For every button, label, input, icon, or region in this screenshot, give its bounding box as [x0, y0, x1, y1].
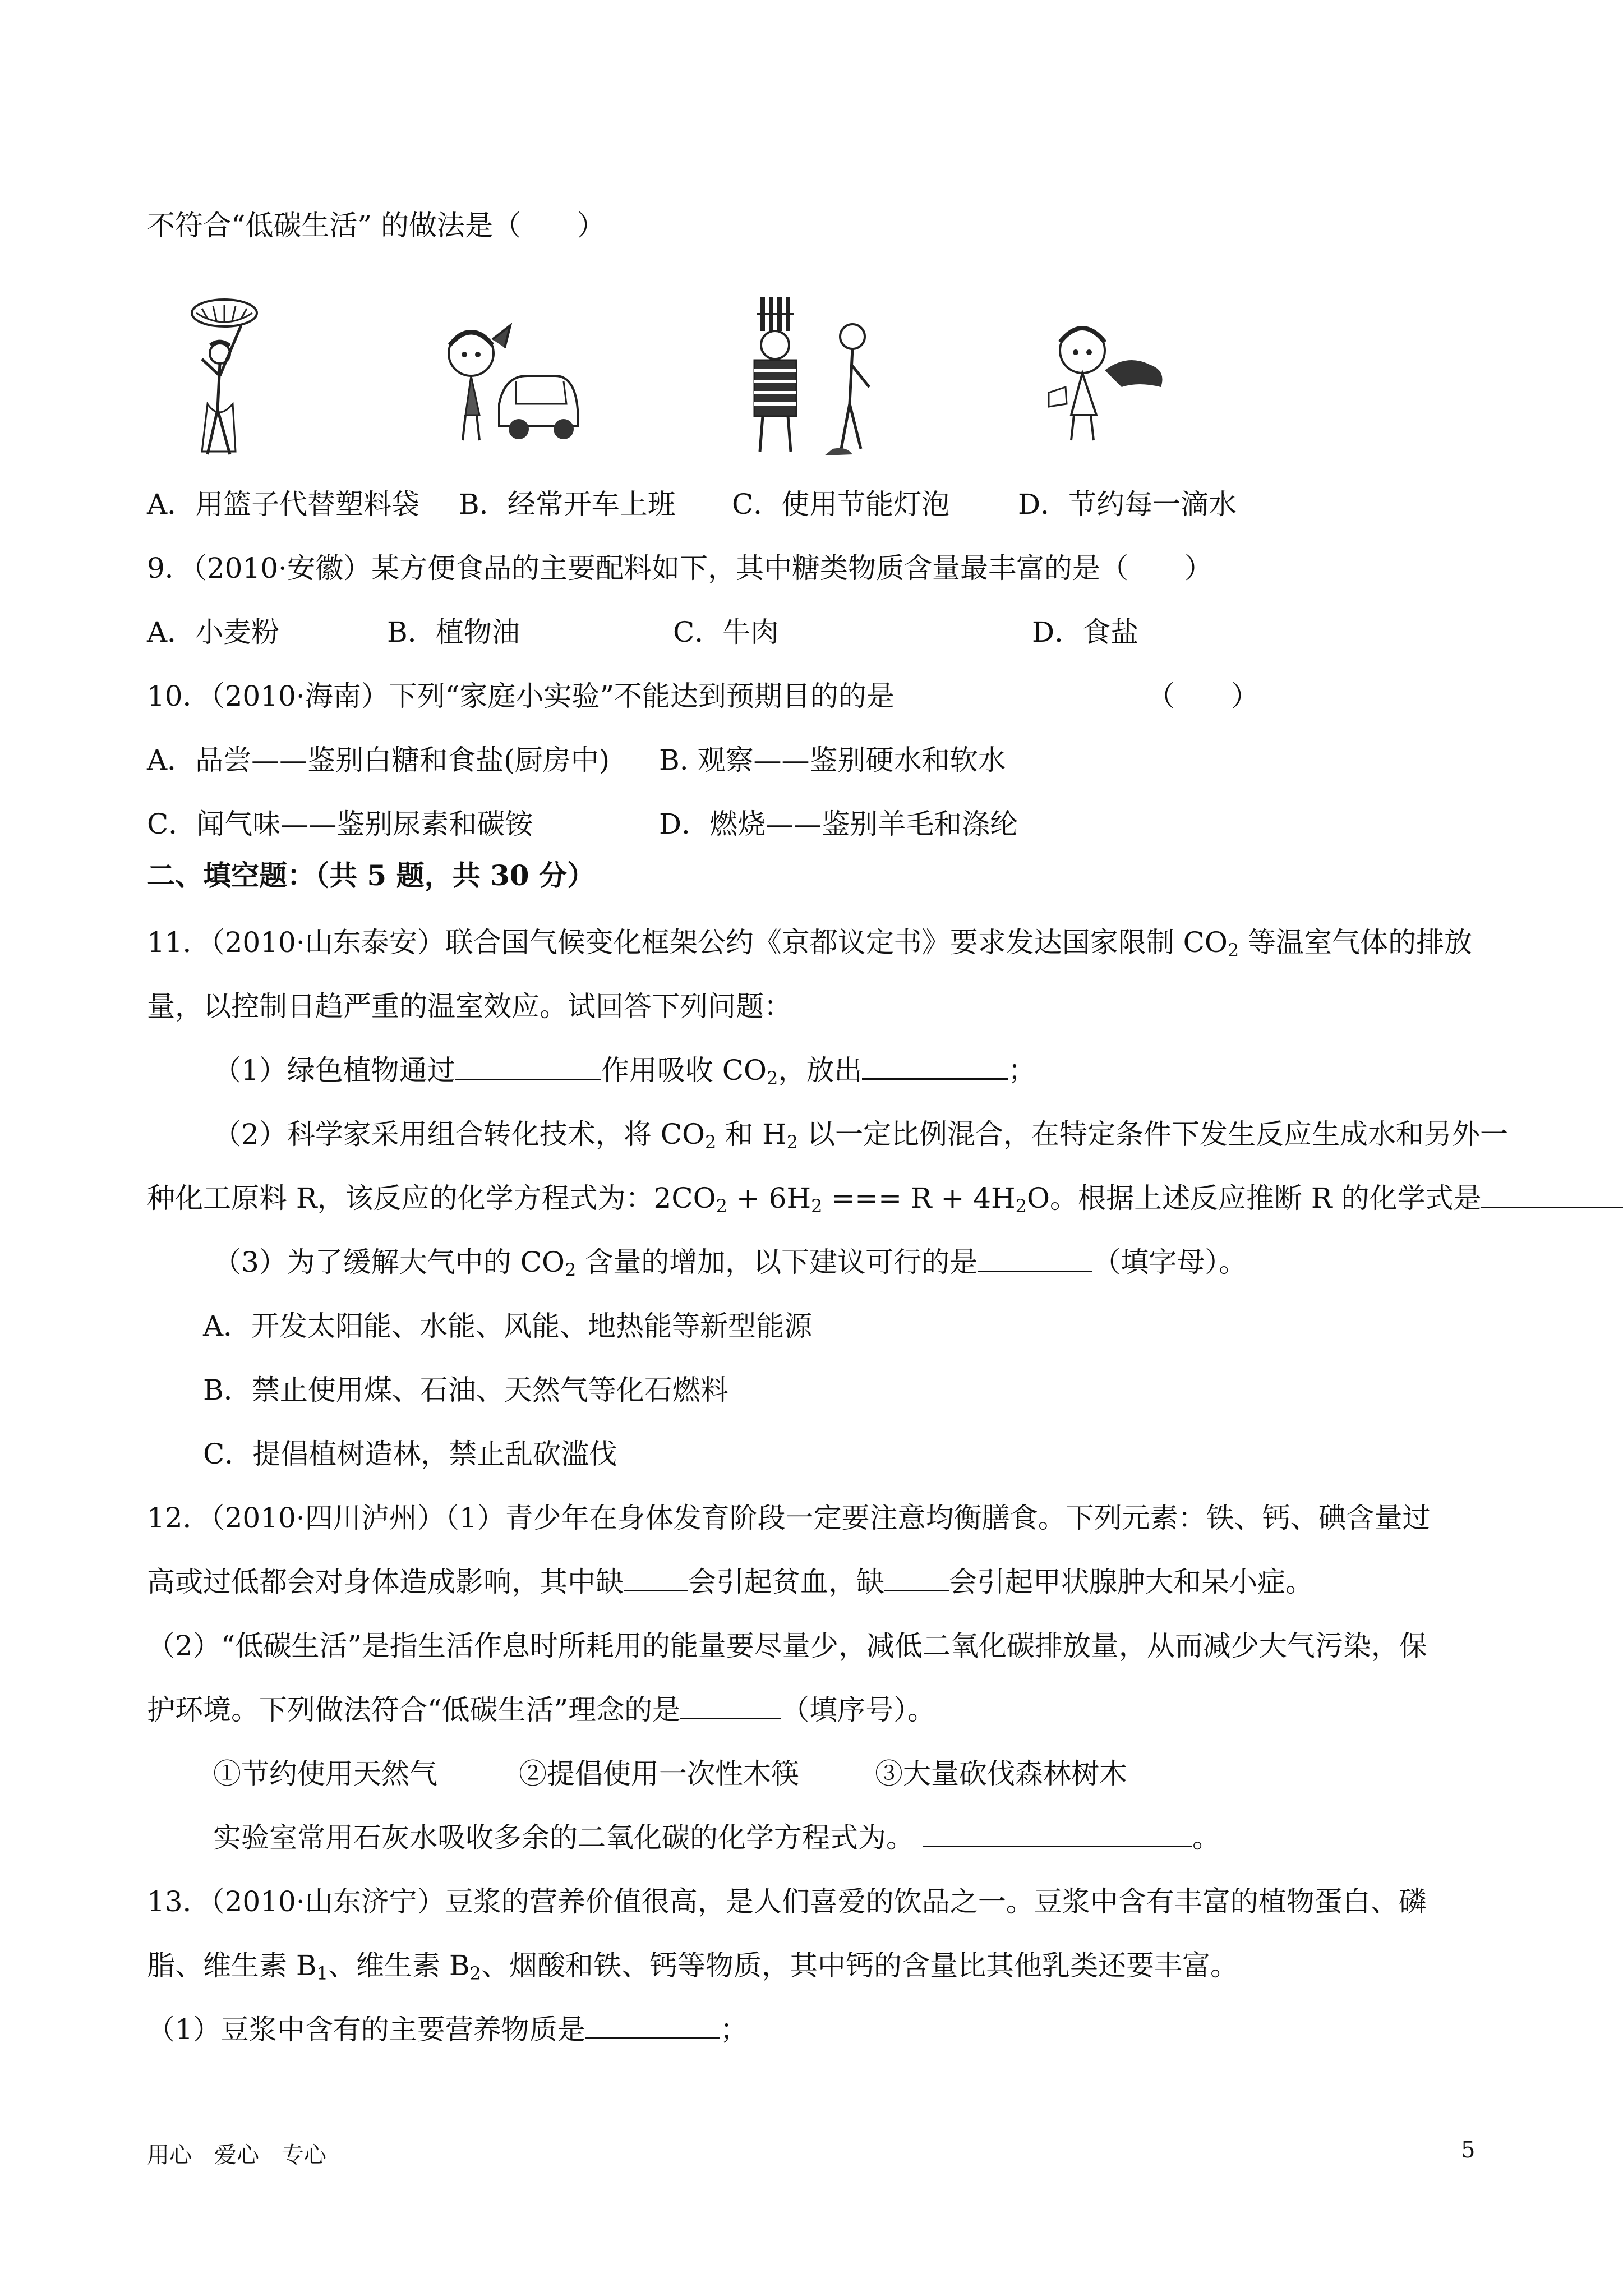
- q10-option-a: A．品尝——鉴别白糖和食盐(厨房中): [147, 744, 610, 776]
- q10-option-d: D．燃烧——鉴别羊毛和涤纶: [659, 808, 1018, 840]
- q12-choice-1: ①节约使用天然气: [213, 1757, 437, 1790]
- subscript: 2: [716, 1195, 727, 1217]
- answer-blank[interactable]: [585, 2015, 720, 2039]
- answer-blank[interactable]: [862, 1056, 1008, 1080]
- subscript: 2: [786, 1131, 799, 1153]
- q11-equation-text-b: + 6H: [727, 1182, 811, 1214]
- answer-blank[interactable]: [680, 1696, 781, 1719]
- q10-stem: 10．（2010·海南）下列“家庭小实验”不能达到预期目的的是: [147, 680, 895, 712]
- q10-option-b: B. 观察——鉴别硬水和软水: [659, 744, 1006, 776]
- q12-line4-text-b: （填序号）。: [781, 1694, 936, 1726]
- q13-line2-text-a: 脂、维生素 B: [147, 1949, 317, 1982]
- q9-option-a: A．小麦粉: [147, 616, 280, 648]
- q11-part2-text-c: 以一定比例混合，在特定条件下发生反应生成水和另外一: [798, 1118, 1508, 1151]
- q11-equation-text-c: === R + 4H: [822, 1182, 1016, 1214]
- q11-part1-text-a: （1）绿色植物通过: [213, 1054, 455, 1087]
- subscript: 2: [564, 1259, 577, 1281]
- q11-part3-text-a: （3）为了缓解大气中的 CO: [213, 1246, 565, 1278]
- q11-stem-line2: 量，以控制日趋严重的温室效应。试回答下列问题：: [147, 990, 792, 1023]
- q12-choice-3: ③大量砍伐森林树木: [875, 1757, 1127, 1790]
- q11-option-b: B．禁止使用煤、石油、天然气等化石燃料: [203, 1374, 728, 1406]
- q12-line3: （2）“低碳生活”是指生活作息时所耗用的能量要尽量少，减低二氧化碳排放量，从而减少大气污染，保: [147, 1630, 1427, 1662]
- water-illustration: [1026, 309, 1172, 449]
- q12-line4-text-a: 护环境。下列做法符合“低碳生活”理念的是: [147, 1694, 681, 1726]
- q13-line2: [147, 1949, 1238, 1990]
- q11-part2-text-b: 和 H: [716, 1118, 787, 1151]
- q11-option-c: C．提倡植树造林，禁止乱砍滥伐: [203, 1438, 617, 1470]
- q11-stem-line1: [147, 926, 1472, 967]
- q11-stem-text-b: 等温室气体的排放: [1239, 926, 1473, 959]
- q11-part1-text-c: ，放出: [778, 1054, 863, 1087]
- q10-answer-paren: （ ）: [1147, 680, 1259, 712]
- q8-option-b: B．经常开车上班: [459, 488, 676, 521]
- subscript: 2: [811, 1195, 823, 1217]
- q13-line2-text-b: 、维生素 B: [328, 1949, 470, 1982]
- bulb-illustration: [740, 292, 897, 460]
- q12-line2-text-c: 会引起甲状腺肿大和呆小症。: [949, 1566, 1313, 1598]
- q9-option-b: B．植物油: [387, 616, 520, 648]
- q10-option-c: C．闻气味——鉴别尿素和碳铵: [147, 808, 533, 840]
- q11-equation-text-a: 种化工原料 R，该反应的化学方程式为：2CO: [147, 1182, 716, 1214]
- page-number: 5: [1461, 2137, 1476, 2163]
- q8-option-a: A．用篮子代替塑料袋: [147, 488, 420, 521]
- q11-part1-text-b: 作用吸收 CO: [601, 1054, 767, 1087]
- q8-stem: 不符合“低碳生活” 的做法是（ ）: [147, 209, 606, 242]
- q13-line3-text: （1）豆浆中含有的主要营养物质是: [147, 2013, 585, 2046]
- q11-part3-text-c: （填字母）。: [1092, 1246, 1247, 1278]
- answer-blank[interactable]: [1481, 1184, 1623, 1208]
- q12-line1: 12．（2010·四川泸州）（1）青少年在身体发育阶段一定要注意均衡膳食。下列元素：铁、钙、碘含量过: [147, 1502, 1431, 1534]
- subscript: 2: [1015, 1195, 1027, 1217]
- q8-option-d: D．节约每一滴水: [1018, 488, 1237, 521]
- q12-line2: [147, 1565, 1313, 1599]
- q11-part3-text-b: 含量的增加，以下建议可行的是: [576, 1246, 978, 1278]
- footer-motto: 用心 爱心 专心: [147, 2142, 326, 2168]
- q11-part2-text-a: （2）科学家采用组合转化技术，将 CO: [213, 1118, 705, 1151]
- q11-part2-line1: [213, 1117, 1508, 1159]
- q13-line1: 13．（2010·山东济宁）豆浆的营养价值很高，是人们喜爱的饮品之一。豆浆中含有丰富的植物蛋白、磷: [147, 1885, 1427, 1918]
- q12-line6-end: 。: [1192, 1821, 1220, 1854]
- answer-blank[interactable]: [978, 1248, 1092, 1272]
- q13-line3-end: ；: [720, 2013, 748, 2046]
- subscript: 1: [316, 1963, 328, 1984]
- q11-part1: [213, 1053, 1036, 1095]
- q12-line6: [213, 1821, 1220, 1855]
- q11-stem-text-a: 11．（2010·山东泰安）联合国气候变化框架公约《京都议定书》要求发达国家限制 CO: [147, 926, 1228, 959]
- q9-stem: 9．（2010·安徽）某方便食品的主要配料如下，其中糖类物质含量最丰富的是（ ）: [147, 552, 1212, 585]
- answer-blank[interactable]: [455, 1056, 601, 1080]
- q11-equation-text-d: O。根据上述反应推断 R 的化学式是: [1027, 1182, 1482, 1214]
- q9-option-d: D．食盐: [1032, 616, 1139, 648]
- section-title: 二、填空题：（共 5 题，共 30 分）: [147, 859, 595, 892]
- subscript: 2: [704, 1131, 717, 1153]
- answer-blank[interactable]: [624, 1567, 688, 1591]
- q8-option-c: C．使用节能灯泡: [732, 488, 950, 521]
- q13-line2-text-c: 、烟酸和铁、钙等物质，其中钙的含量比其他乳类还要丰富。: [481, 1949, 1238, 1982]
- answer-blank[interactable]: [923, 1823, 1192, 1847]
- q11-part1-end: ；: [1008, 1054, 1036, 1087]
- q13-line3: [147, 2013, 748, 2046]
- q12-line2-text-a: 高或过低都会对身体造成影响，其中缺: [147, 1566, 624, 1598]
- subscript: 2: [1227, 940, 1239, 961]
- q12-choice-2: ②提倡使用一次性木筷: [519, 1757, 799, 1790]
- subscript: 2: [469, 1963, 481, 1984]
- q11-part2-line2: [147, 1181, 1623, 1223]
- car-illustration: [432, 314, 589, 449]
- answer-blank[interactable]: [884, 1567, 949, 1591]
- q11-option-a: A．开发太阳能、水能、风能、地热能等新型能源: [203, 1310, 813, 1342]
- q12-line4: [147, 1693, 935, 1727]
- basket-illustration: [185, 292, 264, 460]
- q12-line6-text: 实验室常用石灰水吸收多余的二氧化碳的化学方程式为。: [213, 1821, 914, 1854]
- q12-line2-text-b: 会引起贫血，缺: [688, 1566, 884, 1598]
- q9-option-c: C．牛肉: [673, 616, 779, 648]
- subscript: 2: [766, 1068, 778, 1089]
- q11-part3: [213, 1245, 1247, 1287]
